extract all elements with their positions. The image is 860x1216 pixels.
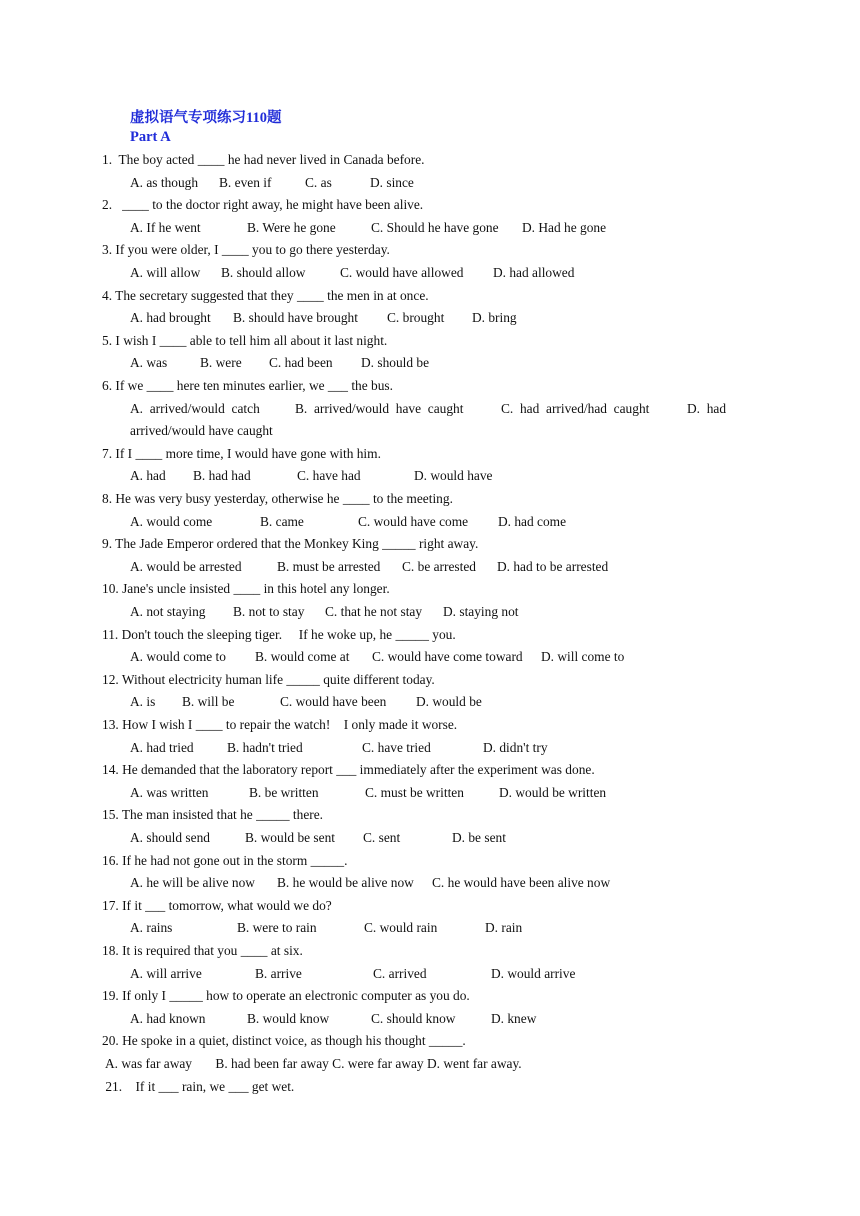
question-text: 18. It is required that you ____ at six. <box>102 943 303 958</box>
answer-option: A. had tried <box>130 740 194 755</box>
question-text: 4. The secretary suggested that they ____ the men in at once. <box>102 288 429 303</box>
option-row <box>130 740 750 756</box>
answer-option: B. were to rain <box>237 920 317 935</box>
document-title: 虚拟语气专项练习110题 <box>130 110 282 126</box>
answer-option: C. brought <box>387 310 445 325</box>
answer-option: A. If he went <box>130 220 201 235</box>
part-heading: Part A <box>130 129 171 145</box>
option-row: A. was far away B. had been far away C. were far away D. went far away. <box>105 1056 522 1071</box>
option-row <box>130 1011 750 1027</box>
answer-option: A. arrived/would catch <box>130 401 260 416</box>
answer-option: D. knew <box>491 1011 537 1026</box>
answer-option: C. would have been <box>280 694 387 709</box>
question-text: 10. Jane's uncle insisted ____ in this hotel any longer. <box>102 581 390 596</box>
question-text: 14. He demanded that the laboratory report ___ immediately after the experiment was done. <box>102 762 595 777</box>
answer-option: B. hadn't tried <box>227 740 303 755</box>
answer-option: C. sent <box>363 830 401 845</box>
answer-option: B. would come at <box>255 649 350 664</box>
question-text: 7. If I ____ more time, I would have gone with him. <box>102 446 381 461</box>
question-text: 3. If you were older, I ____ you to go there yesterday. <box>102 242 390 257</box>
answer-option: A. he will be alive now <box>130 875 255 890</box>
answer-option: B. be written <box>249 785 319 800</box>
answer-option: D. would arrive <box>491 966 576 981</box>
answer-option: D. had <box>687 401 727 416</box>
question-text: 5. I wish I ____ able to tell him all about it last night. <box>102 333 388 348</box>
question-text: 21. If it ___ rain, we ___ get wet. <box>102 1079 295 1094</box>
option-row <box>130 694 750 710</box>
answer-option: C. would have come <box>358 514 469 529</box>
answer-option: C. be arrested <box>402 559 476 574</box>
answer-option: A. would come to <box>130 649 226 664</box>
answer-option: C. had been <box>269 355 333 370</box>
answer-option: D. would be <box>416 694 482 709</box>
answer-option: C. would rain <box>364 920 438 935</box>
answer-option: A. had <box>130 468 166 483</box>
answer-option: C. would have come toward <box>372 649 523 664</box>
question-text: 8. He was very busy yesterday, otherwise he ____ to the meeting. <box>102 491 453 506</box>
answer-option: C. as <box>305 175 332 190</box>
answer-option: D. didn't try <box>483 740 548 755</box>
answer-option: B. would be sent <box>245 830 336 845</box>
option-row <box>130 220 750 236</box>
answer-option: D. be sent <box>452 830 506 845</box>
answer-option: C. have had <box>297 468 361 483</box>
answer-option: A. was <box>130 355 168 370</box>
answer-option: D. staying not <box>443 604 519 619</box>
answer-option: C. Should he have gone <box>371 220 499 235</box>
answer-option: C. arrived <box>373 966 427 981</box>
question-text: 2. ____ to the doctor right away, he might have been alive. <box>102 197 424 212</box>
option-row <box>130 785 750 801</box>
answer-option: B. should have brought <box>233 310 358 325</box>
answer-option: A. would come <box>130 514 213 529</box>
answer-option: D. had to be arrested <box>497 559 609 574</box>
answer-option: A. was written <box>130 785 209 800</box>
option-row <box>130 401 750 417</box>
question-text: 20. He spoke in a quiet, distinct voice, as though his thought _____. <box>102 1033 466 1048</box>
option-row <box>130 604 750 620</box>
answer-option: C. must be written <box>365 785 464 800</box>
answer-option: B. came <box>260 514 304 529</box>
option-continuation: arrived/would have caught <box>130 423 273 438</box>
answer-option: D. should be <box>361 355 430 370</box>
answer-option: B. had had <box>193 468 251 483</box>
option-row <box>130 175 750 191</box>
question-text: 6. If we ____ here ten minutes earlier, we ___ the bus. <box>102 378 393 393</box>
question-text: 17. If it ___ tomorrow, what would we do? <box>102 898 332 913</box>
answer-option: C. he would have been alive now <box>432 875 611 890</box>
answer-option: A. will allow <box>130 265 201 280</box>
answer-option: C. should know <box>371 1011 456 1026</box>
option-row <box>130 830 750 846</box>
option-row <box>130 966 750 982</box>
option-row <box>130 468 750 484</box>
answer-option: B. arrive <box>255 966 302 981</box>
answer-option: B. were <box>200 355 242 370</box>
answer-option: B. arrived/would have caught <box>295 401 464 416</box>
answer-option: A. rains <box>130 920 173 935</box>
answer-option: B. would know <box>247 1011 330 1026</box>
answer-option: B. should allow <box>221 265 306 280</box>
option-row <box>130 649 750 665</box>
answer-option: A. as though <box>130 175 199 190</box>
answer-option: B. not to stay <box>233 604 305 619</box>
answer-option: D. would be written <box>499 785 607 800</box>
question-text: 19. If only I _____ how to operate an electronic computer as you do. <box>102 988 470 1003</box>
option-row <box>130 310 750 326</box>
answer-option: C. that he not stay <box>325 604 423 619</box>
answer-option: D. would have <box>414 468 493 483</box>
answer-option: C. would have allowed <box>340 265 464 280</box>
answer-option: A. will arrive <box>130 966 202 981</box>
option-row <box>130 559 750 575</box>
answer-option: D. will come to <box>541 649 625 664</box>
answer-option: B. even if <box>219 175 272 190</box>
option-row <box>130 920 750 936</box>
answer-option: B. Were he gone <box>247 220 336 235</box>
answer-option: D. bring <box>472 310 517 325</box>
answer-option: A. not staying <box>130 604 206 619</box>
question-text: 1. The boy acted ____ he had never lived in Canada before. <box>102 152 425 167</box>
answer-option: D. rain <box>485 920 523 935</box>
option-row <box>130 265 750 281</box>
answer-option: B. will be <box>182 694 235 709</box>
question-text: 15. The man insisted that he _____ there. <box>102 807 324 822</box>
question-text: 11. Don't touch the sleeping tiger. If he woke up, he _____ you. <box>102 627 456 642</box>
answer-option: D. Had he gone <box>522 220 607 235</box>
answer-option: B. must be arrested <box>277 559 381 574</box>
answer-option: A. had brought <box>130 310 211 325</box>
question-text: 12. Without electricity human life _____ quite different today. <box>102 672 435 687</box>
question-text: 9. The Jade Emperor ordered that the Monkey King _____ right away. <box>102 536 479 551</box>
answer-option: A. should send <box>130 830 210 845</box>
answer-option: D. had come <box>498 514 567 529</box>
question-text: 16. If he had not gone out in the storm _____. <box>102 853 348 868</box>
answer-option: C. have tried <box>362 740 431 755</box>
answer-option: D. since <box>370 175 414 190</box>
answer-option: C. had arrived/had caught <box>501 401 650 416</box>
answer-option: A. would be arrested <box>130 559 242 574</box>
answer-option: B. he would be alive now <box>277 875 414 890</box>
question-text: 13. How I wish I ____ to repair the watch! I only made it worse. <box>102 717 458 732</box>
answer-option: A. is <box>130 694 156 709</box>
option-row <box>130 514 750 530</box>
answer-option: A. had known <box>130 1011 206 1026</box>
answer-option: D. had allowed <box>493 265 575 280</box>
option-row <box>130 875 750 891</box>
option-row <box>130 355 750 371</box>
